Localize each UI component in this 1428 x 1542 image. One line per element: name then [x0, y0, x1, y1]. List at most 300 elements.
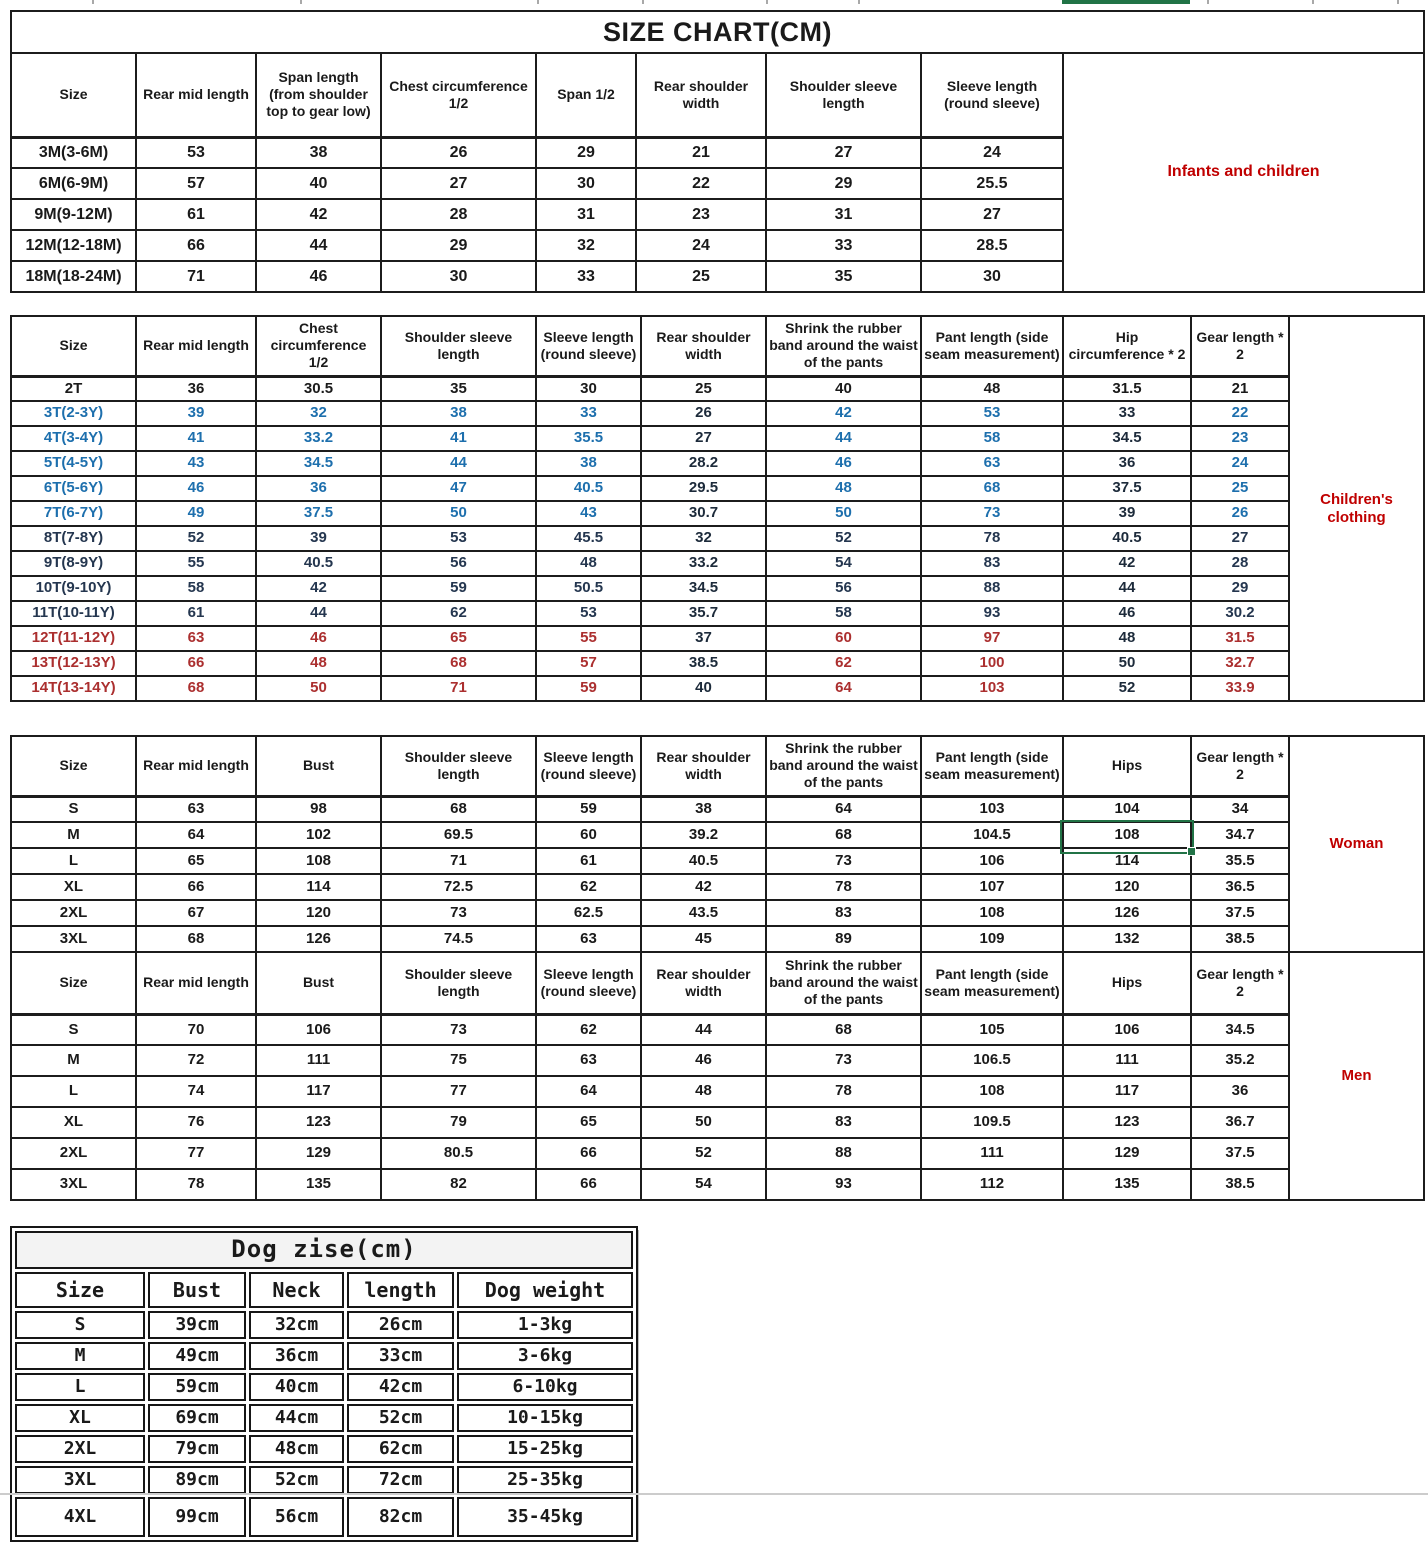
- table-cell: 44: [641, 1014, 766, 1045]
- table-cell: 33: [536, 261, 636, 292]
- table-cell: 135: [1063, 1169, 1191, 1200]
- table-cell: 66: [536, 1169, 641, 1200]
- table-cell: 25-35kg: [457, 1466, 633, 1494]
- table-cell: 25: [1191, 476, 1289, 501]
- table-cell: 28.2: [641, 451, 766, 476]
- table-cell: 67: [136, 900, 256, 926]
- table-cell: 54: [641, 1169, 766, 1200]
- table-title-row: [11, 11, 1424, 53]
- table-cell: 3XL: [11, 1169, 136, 1200]
- table-cell: 68: [381, 651, 536, 676]
- table-cell: 52: [136, 526, 256, 551]
- table-cell: 75: [381, 1045, 536, 1076]
- table-cell: 114: [256, 874, 381, 900]
- table-cell: 76: [136, 1107, 256, 1138]
- table-cell: 25.5: [921, 168, 1063, 199]
- table-cell: 52: [641, 1138, 766, 1169]
- table-cell: 12M(12-18M): [11, 230, 136, 261]
- table-row: [11, 601, 1424, 626]
- table-cell: L: [11, 1076, 136, 1107]
- table-cell: 66: [136, 230, 256, 261]
- table-cell: 22: [1191, 401, 1289, 426]
- table-cell: 105: [921, 1014, 1063, 1045]
- table-row: [11, 848, 1424, 874]
- table-cell: 120: [1063, 874, 1191, 900]
- table-cell: 63: [536, 926, 641, 952]
- table-cell: 123: [256, 1107, 381, 1138]
- table-cell: 68: [136, 676, 256, 701]
- table-cell: 27: [641, 426, 766, 451]
- table-cell: 77: [381, 1076, 536, 1107]
- table-cell: 23: [1191, 426, 1289, 451]
- table-cell: S: [15, 1311, 145, 1339]
- table-cell: 40: [256, 168, 381, 199]
- table-cell: 70: [136, 1014, 256, 1045]
- column-header: Sleeve length (round sleeve): [536, 952, 641, 1014]
- table-cell: 103: [921, 796, 1063, 822]
- table-cell: 30: [381, 261, 536, 292]
- table-cell: 68: [381, 796, 536, 822]
- table-row: [11, 451, 1424, 476]
- table-cell: 72: [136, 1045, 256, 1076]
- table-cell: 62: [766, 651, 921, 676]
- table-cell: 59cm: [148, 1373, 246, 1401]
- header-row: [11, 53, 1424, 137]
- table-cell: 71: [136, 261, 256, 292]
- column-header: Rear mid length: [136, 952, 256, 1014]
- gridline-tick: [642, 0, 644, 4]
- table-cell: 46: [641, 1045, 766, 1076]
- gridline-tick: [1207, 0, 1209, 4]
- table-cell: 37.5: [1063, 476, 1191, 501]
- table-cell: 120: [256, 900, 381, 926]
- table-cell: 93: [921, 601, 1063, 626]
- table-cell: 43: [536, 501, 641, 526]
- table-cell: 132: [1063, 926, 1191, 952]
- table-cell: 4T(3-4Y): [11, 426, 136, 451]
- table-cell: 109: [921, 926, 1063, 952]
- table-cell: 3-6kg: [457, 1342, 633, 1370]
- table-cell: 53: [381, 526, 536, 551]
- side-label: Children's clothing: [1289, 316, 1424, 701]
- table-cell: 78: [766, 1076, 921, 1107]
- table-cell: 61: [536, 848, 641, 874]
- table-row: [11, 426, 1424, 451]
- table-title: SIZE CHART(CM): [11, 11, 1424, 53]
- table-cell: 71: [381, 848, 536, 874]
- table-cell: 29.5: [641, 476, 766, 501]
- table-cell: 66: [136, 874, 256, 900]
- table-cell: 45: [641, 926, 766, 952]
- selected-column-indicator: [1062, 0, 1190, 4]
- table-cell: 38: [641, 796, 766, 822]
- table-cell: 40.5: [256, 551, 381, 576]
- column-header: Rear mid length: [136, 316, 256, 376]
- table-row: [15, 1497, 633, 1537]
- table-cell: 11T(10-11Y): [11, 601, 136, 626]
- table-cell: 2T: [11, 376, 136, 401]
- table-row: [11, 926, 1424, 952]
- table-cell: 38.5: [1191, 926, 1289, 952]
- table-cell: 15-25kg: [457, 1435, 633, 1463]
- table-cell: 26: [1191, 501, 1289, 526]
- table-cell: 106: [1063, 1014, 1191, 1045]
- column-header: Pant length (side seam measurement): [921, 316, 1063, 376]
- column-header: Rear mid length: [136, 736, 256, 796]
- table-cell: 33: [1063, 401, 1191, 426]
- gridline-tick: [1397, 0, 1399, 4]
- table-cell: 59: [381, 576, 536, 601]
- column-header: Size: [15, 1272, 145, 1308]
- table-cell: S: [11, 796, 136, 822]
- table-cell: 78: [921, 526, 1063, 551]
- table-cell: 53: [136, 137, 256, 168]
- table-cell: 44: [256, 230, 381, 261]
- column-header: Neck: [249, 1272, 344, 1308]
- table-cell: 83: [766, 1107, 921, 1138]
- table-cell: 64: [766, 796, 921, 822]
- table-cell: 100: [921, 651, 1063, 676]
- table-cell: 48: [766, 476, 921, 501]
- table-cell: 65: [136, 848, 256, 874]
- table-cell: 35.5: [536, 426, 641, 451]
- table-cell: 46: [1063, 601, 1191, 626]
- table-cell: L: [11, 848, 136, 874]
- gridline-tick: [858, 0, 860, 4]
- header-row: [11, 316, 1424, 376]
- table-row: [11, 626, 1424, 651]
- table-cell: 66: [136, 651, 256, 676]
- infants-size-table: [10, 10, 1425, 293]
- table-cell: 66: [536, 1138, 641, 1169]
- table-cell: 44: [766, 426, 921, 451]
- table-cell: 79: [381, 1107, 536, 1138]
- table-cell: 98: [256, 796, 381, 822]
- table-cell: 78: [766, 874, 921, 900]
- table-cell: 27: [1191, 526, 1289, 551]
- gridline-tick: [537, 0, 539, 4]
- table-row: [11, 1138, 1424, 1169]
- table-cell: 108: [1063, 822, 1191, 848]
- table-cell: 25: [636, 261, 766, 292]
- table-cell: 48: [641, 1076, 766, 1107]
- table-cell: 30.2: [1191, 601, 1289, 626]
- column-header: Size: [11, 736, 136, 796]
- table-row: [11, 1169, 1424, 1200]
- table-cell: 4XL: [15, 1497, 145, 1537]
- table-cell: 10T(9-10Y): [11, 576, 136, 601]
- table-cell: 34.5: [1191, 1014, 1289, 1045]
- table-cell: 73: [381, 1014, 536, 1045]
- column-header: Chest circumference 1/2: [256, 316, 381, 376]
- table-cell: 126: [1063, 900, 1191, 926]
- table-cell: 59: [536, 676, 641, 701]
- table-cell: 68: [766, 822, 921, 848]
- table-cell: 33: [766, 230, 921, 261]
- table-cell: 65: [536, 1107, 641, 1138]
- table-cell: 58: [921, 426, 1063, 451]
- table-cell: 26cm: [347, 1311, 454, 1339]
- table-cell: 68: [921, 476, 1063, 501]
- table-cell: 63: [536, 1045, 641, 1076]
- table-cell: 73: [766, 848, 921, 874]
- table-cell: 30.5: [256, 376, 381, 401]
- table-row: [11, 676, 1424, 701]
- table-cell: 58: [136, 576, 256, 601]
- table-cell: 53: [921, 401, 1063, 426]
- table-cell: 108: [921, 1076, 1063, 1107]
- table-cell: 50.5: [536, 576, 641, 601]
- column-header: length: [347, 1272, 454, 1308]
- table-cell: 27: [766, 137, 921, 168]
- table-cell: 14T(13-14Y): [11, 676, 136, 701]
- table-cell: 43: [136, 451, 256, 476]
- table-cell: 44: [1063, 576, 1191, 601]
- table-cell: 37.5: [256, 501, 381, 526]
- header-row: [15, 1272, 633, 1308]
- column-header: Rear shoulder width: [641, 316, 766, 376]
- table-cell: 50: [641, 1107, 766, 1138]
- table-cell: 62cm: [347, 1435, 454, 1463]
- table-row: [11, 526, 1424, 551]
- table-cell: 74.5: [381, 926, 536, 952]
- table-cell: 82cm: [347, 1497, 454, 1537]
- table-cell: 68: [136, 926, 256, 952]
- table-cell: 68: [766, 1014, 921, 1045]
- table-row: [15, 1311, 633, 1339]
- table-cell: 83: [766, 900, 921, 926]
- table-cell: 74: [136, 1076, 256, 1107]
- table-cell: 35: [381, 376, 536, 401]
- table-cell: 97: [921, 626, 1063, 651]
- column-header: Size: [11, 53, 136, 137]
- table-cell: 103: [921, 676, 1063, 701]
- table-row: [11, 1076, 1424, 1107]
- column-header: Size: [11, 952, 136, 1014]
- table-cell: 3XL: [11, 926, 136, 952]
- table-cell: 55: [536, 626, 641, 651]
- table-cell: 111: [256, 1045, 381, 1076]
- table-cell: 99cm: [148, 1497, 246, 1537]
- table-cell: 82: [381, 1169, 536, 1200]
- table-cell: 45.5: [536, 526, 641, 551]
- table-cell: 37.5: [1191, 900, 1289, 926]
- table-cell: 3XL: [15, 1466, 145, 1494]
- table-cell: 9T(8-9Y): [11, 551, 136, 576]
- table-cell: 38: [256, 137, 381, 168]
- table-cell: 40.5: [536, 476, 641, 501]
- table-cell: 111: [1063, 1045, 1191, 1076]
- column-header: Gear length * 2: [1191, 736, 1289, 796]
- table-cell: 50: [256, 676, 381, 701]
- table-cell: XL: [11, 1107, 136, 1138]
- table-cell: 108: [921, 900, 1063, 926]
- column-header: Shrink the rubber band around the waist of the pants: [766, 316, 921, 376]
- table-cell: 42: [641, 874, 766, 900]
- table-cell: 24: [921, 137, 1063, 168]
- table-cell: 36: [1191, 1076, 1289, 1107]
- table-cell: 34.5: [641, 576, 766, 601]
- side-label: Men: [1289, 952, 1424, 1200]
- table-cell: 62: [381, 601, 536, 626]
- table-cell: 30.7: [641, 501, 766, 526]
- table-cell: 46: [256, 261, 381, 292]
- column-header: Hips: [1063, 736, 1191, 796]
- table-cell: 50: [766, 501, 921, 526]
- table-cell: 89: [766, 926, 921, 952]
- table-cell: 30: [536, 168, 636, 199]
- table-title: Dog zise(cm): [15, 1231, 633, 1269]
- table-cell: 35-45kg: [457, 1497, 633, 1537]
- table-cell: 25: [641, 376, 766, 401]
- table-cell: 41: [381, 426, 536, 451]
- table-cell: 38: [381, 401, 536, 426]
- column-header: Shoulder sleeve length: [381, 952, 536, 1014]
- column-header: Rear mid length: [136, 53, 256, 137]
- table-cell: 36cm: [249, 1342, 344, 1370]
- table-cell: 21: [1191, 376, 1289, 401]
- table-cell: 42cm: [347, 1373, 454, 1401]
- table-cell: 2XL: [11, 1138, 136, 1169]
- table-cell: 3M(3-6M): [11, 137, 136, 168]
- table-cell: 64: [766, 676, 921, 701]
- table-cell: 46: [136, 476, 256, 501]
- table-cell: 88: [921, 576, 1063, 601]
- table-cell: 13T(12-13Y): [11, 651, 136, 676]
- table-cell: 39: [256, 526, 381, 551]
- table-title-row: [15, 1231, 633, 1269]
- table-row: [11, 576, 1424, 601]
- table-cell: 6-10kg: [457, 1373, 633, 1401]
- table-cell: S: [11, 1014, 136, 1045]
- table-cell: 30: [536, 376, 641, 401]
- table-cell: 71: [381, 676, 536, 701]
- table-cell: 102: [256, 822, 381, 848]
- table-cell: 126: [256, 926, 381, 952]
- table-cell: 61: [136, 601, 256, 626]
- table-cell: 46: [766, 451, 921, 476]
- table-cell: 40cm: [249, 1373, 344, 1401]
- table-row: [15, 1404, 633, 1432]
- gridline-bottom: [0, 1493, 1428, 1495]
- table-cell: 33cm: [347, 1342, 454, 1370]
- table-cell: 52cm: [249, 1466, 344, 1494]
- table-cell: 6T(5-6Y): [11, 476, 136, 501]
- table-cell: 50: [1063, 651, 1191, 676]
- table-cell: 117: [256, 1076, 381, 1107]
- table-row: [15, 1342, 633, 1370]
- table-cell: 48: [1063, 626, 1191, 651]
- table-cell: 50: [381, 501, 536, 526]
- table-cell: XL: [11, 874, 136, 900]
- table-cell: 63: [136, 626, 256, 651]
- table-row: [11, 476, 1424, 501]
- table-cell: M: [15, 1342, 145, 1370]
- table-cell: 88: [766, 1138, 921, 1169]
- table-cell: 38.5: [1191, 1169, 1289, 1200]
- table-cell: 56: [766, 576, 921, 601]
- table-cell: 33.9: [1191, 676, 1289, 701]
- column-header: Shoulder sleeve length: [381, 316, 536, 376]
- table-cell: 83: [921, 551, 1063, 576]
- table-cell: 114: [1063, 848, 1191, 874]
- table-cell: 39.2: [641, 822, 766, 848]
- table-cell: 108: [256, 848, 381, 874]
- column-header: Shoulder sleeve length: [381, 736, 536, 796]
- table-cell: 38: [536, 451, 641, 476]
- table-cell: 9M(9-12M): [11, 199, 136, 230]
- adults-size-table: [10, 735, 1425, 1201]
- table-cell: 34.7: [1191, 822, 1289, 848]
- table-cell: 69cm: [148, 1404, 246, 1432]
- table-cell: 40.5: [1063, 526, 1191, 551]
- table-cell: 1-3kg: [457, 1311, 633, 1339]
- table-cell: 80.5: [381, 1138, 536, 1169]
- table-cell: 129: [256, 1138, 381, 1169]
- table-cell: 52: [766, 526, 921, 551]
- table-cell: 36: [136, 376, 256, 401]
- table-cell: 27: [921, 199, 1063, 230]
- table-cell: 12T(11-12Y): [11, 626, 136, 651]
- table-cell: 40.5: [641, 848, 766, 874]
- table-row: [15, 1373, 633, 1401]
- table-row: [11, 1045, 1424, 1076]
- table-row: [11, 822, 1424, 848]
- column-header: Dog weight: [457, 1272, 633, 1308]
- children-size-table: [10, 315, 1425, 702]
- table-cell: 123: [1063, 1107, 1191, 1138]
- table-cell: 27: [381, 168, 536, 199]
- table-cell: 31: [766, 199, 921, 230]
- table-cell: 40: [641, 676, 766, 701]
- table-cell: 24: [636, 230, 766, 261]
- table-cell: 39: [136, 401, 256, 426]
- table-cell: 2XL: [11, 900, 136, 926]
- table-cell: 62.5: [536, 900, 641, 926]
- table-cell: 42: [1063, 551, 1191, 576]
- table-cell: 104: [1063, 796, 1191, 822]
- table-cell: 73: [921, 501, 1063, 526]
- table-cell: 28: [381, 199, 536, 230]
- table-cell: 107: [921, 874, 1063, 900]
- table-cell: 32: [256, 401, 381, 426]
- column-header: Sleeve length (round sleeve): [536, 316, 641, 376]
- table-cell: 46: [256, 626, 381, 651]
- table-cell: 42: [256, 199, 381, 230]
- table-cell: 32: [641, 526, 766, 551]
- table-cell: 53: [536, 601, 641, 626]
- column-header: Sleeve length (round sleeve): [921, 53, 1063, 137]
- table-cell: 29: [1191, 576, 1289, 601]
- table-cell: 44: [381, 451, 536, 476]
- table-cell: 31.5: [1191, 626, 1289, 651]
- table-cell: 28: [1191, 551, 1289, 576]
- table-cell: 47: [381, 476, 536, 501]
- table-row: [11, 501, 1424, 526]
- table-cell: 55: [136, 551, 256, 576]
- table-cell: 106.5: [921, 1045, 1063, 1076]
- table-cell: 48: [921, 376, 1063, 401]
- table-cell: 26: [381, 137, 536, 168]
- table-cell: 44: [256, 601, 381, 626]
- table-cell: M: [11, 1045, 136, 1076]
- table-cell: 35.5: [1191, 848, 1289, 874]
- table-cell: 56cm: [249, 1497, 344, 1537]
- column-header: Span 1/2: [536, 53, 636, 137]
- table-cell: 78: [136, 1169, 256, 1200]
- table-cell: 52cm: [347, 1404, 454, 1432]
- table-cell: 30: [921, 261, 1063, 292]
